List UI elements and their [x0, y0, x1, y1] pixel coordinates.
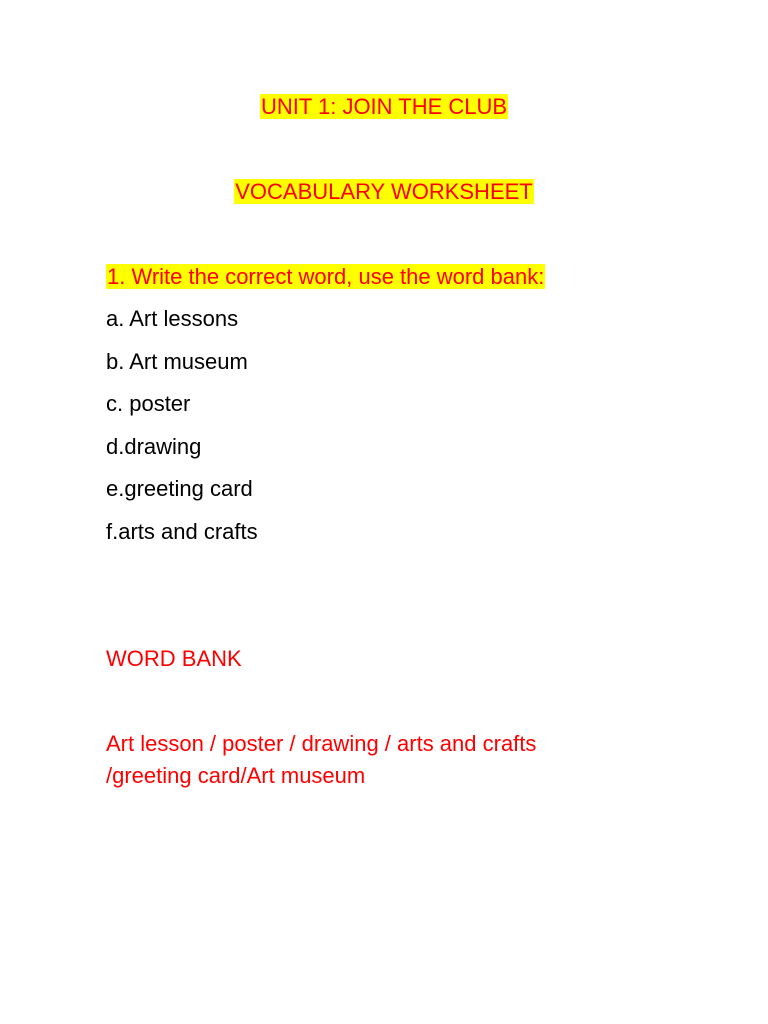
list-item: e.greeting card	[106, 476, 253, 501]
list-item: d.drawing	[106, 433, 202, 459]
unit-title	[0, 92, 768, 122]
exercise-instruction	[106, 262, 545, 292]
worksheet-subtitle-text: VOCABULARY WORKSHEET	[235, 179, 533, 204]
worksheet-subtitle	[0, 177, 768, 207]
vocabulary-list	[106, 304, 258, 559]
word-bank-line: /greeting card/Art museum	[106, 763, 366, 788]
list-item: c. poster	[106, 391, 191, 416]
list-item: f.arts and crafts	[106, 518, 258, 544]
word-bank-line: Art lesson / poster / drawing / arts and crafts	[106, 731, 537, 756]
word-bank-title: WORD BANK	[106, 646, 242, 671]
exercise-instruction-text: 1. Write the correct word, use the word bank:	[107, 264, 545, 289]
unit-title-text: UNIT 1: JOIN THE CLUB	[260, 94, 508, 119]
list-item: a. Art lessons	[106, 306, 239, 331]
list-item: b. Art museum	[106, 348, 248, 374]
word-bank-words	[106, 728, 536, 792]
